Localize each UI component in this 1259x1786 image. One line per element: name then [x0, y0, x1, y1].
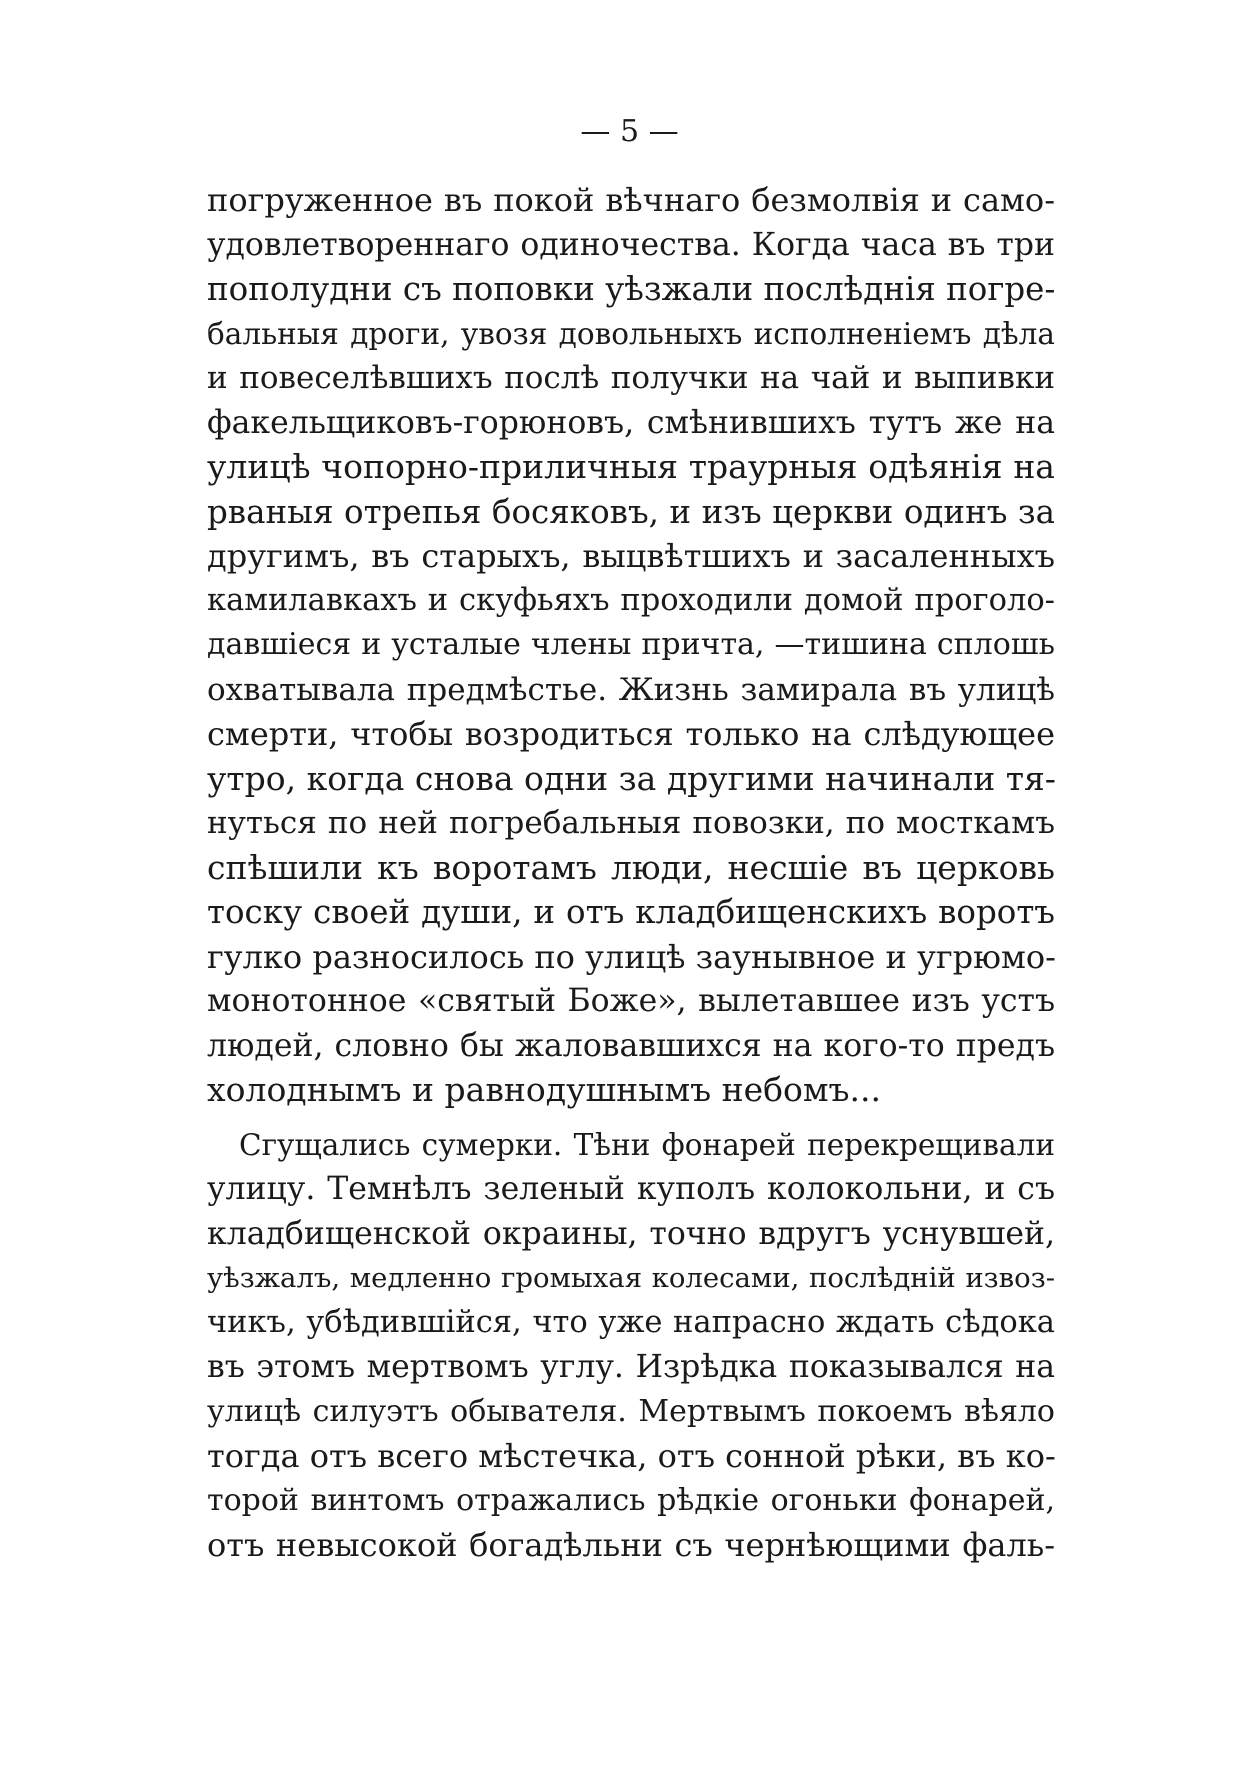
text-line: монотонное «святый Боже», вылетавшее изъ устъ — [207, 983, 1055, 1019]
text-line: удовлетвореннаго одиночества. Когда часа въ три — [207, 226, 1055, 263]
text-line: рваныя отрепья босяковъ, и изъ церкви одинъ за — [207, 492, 1055, 531]
text-line: охватывала предмѣстье. Жизнь замирала въ улицѣ — [207, 671, 1055, 708]
paragraph-1 — [207, 178, 1055, 1113]
text-line: пополудни съ поповки уѣзжали послѣднія погре- — [207, 270, 1056, 308]
paragraph-2 — [207, 1123, 1055, 1568]
text-line: улицѣ силуэтъ обывателя. Мертвымъ покоемъ вѣяло — [207, 1393, 1055, 1429]
text-line: тогда отъ всего мѣстечка, отъ сонной рѣки, въ ко- — [207, 1437, 1056, 1475]
text-line: другимъ, въ старыхъ, выцвѣтшихъ и засаленныхъ — [207, 537, 1055, 575]
text-line: и повеселѣвшихъ послѣ получки на чай и выпивки — [207, 360, 1055, 396]
text-line: факельщиковъ-горюновъ, смѣнившихъ тутъ же на — [207, 404, 1055, 441]
text-line: камилавкахъ и скуфьяхъ проходили домой проголо- — [207, 582, 1055, 618]
text-line: холоднымъ и равнодушнымъ небомъ... — [207, 1070, 881, 1109]
text-line: въ этомъ мертвомъ углу. Изрѣдка показывался на — [207, 1349, 1055, 1385]
text-line: нуться по ней погребальныя повозки, по мосткамъ — [207, 805, 1055, 841]
text-line: людей, словно бы жаловавшихся на кого-то предъ — [207, 1027, 1055, 1064]
text-line: уѣзжалъ, медленно громыхая колесами, послѣдній извоз- — [207, 1262, 1055, 1294]
text-line: Сгущались сумерки. Тѣни фонарей перекрещивали — [239, 1127, 1055, 1162]
text-line: утро, когда снова одни за другими начинали тя- — [207, 758, 1056, 798]
text-line: торой винтомъ отражались рѣдкіе огоньки фонарей, — [207, 1482, 1055, 1518]
text-line: улицу. Темнѣлъ зеленый куполъ колокольни, и съ — [207, 1171, 1055, 1207]
text-line: давшіеся и усталые члены причта, —тишина сплошь — [207, 627, 1055, 662]
text-line: погруженное въ покой вѣчнаго безмолвія и само- — [207, 181, 1055, 219]
body-text — [207, 178, 1055, 1568]
text-line: спѣшили къ воротамъ люди, несшіе въ церковь — [207, 847, 1055, 887]
text-line: улицѣ чопорно-приличныя траурныя одѣянія на — [207, 447, 1055, 486]
paragraph-gap — [207, 1113, 1055, 1123]
text-line: тоску своей души, и отъ кладбищенскихъ воротъ — [207, 893, 1055, 931]
text-line: гулко разносилось по улицѣ заунывное и угрюмо- — [207, 937, 1056, 976]
text-line: чикъ, убѣдившійся, что уже напрасно ждать сѣдока — [207, 1304, 1055, 1340]
text-line: смерти, чтобы возродиться только на слѣдующее — [207, 715, 1055, 753]
page-number: — 5 — — [580, 114, 679, 149]
text-line: отъ невысокой богадѣльни съ чернѣющими фаль- — [207, 1526, 1055, 1564]
text-line: кладбищенской окраины, точно вдругъ уснувшей, — [207, 1215, 1055, 1252]
text-line: бальныя дроги, увозя довольныхъ исполненіемъ дѣла — [207, 316, 1055, 351]
